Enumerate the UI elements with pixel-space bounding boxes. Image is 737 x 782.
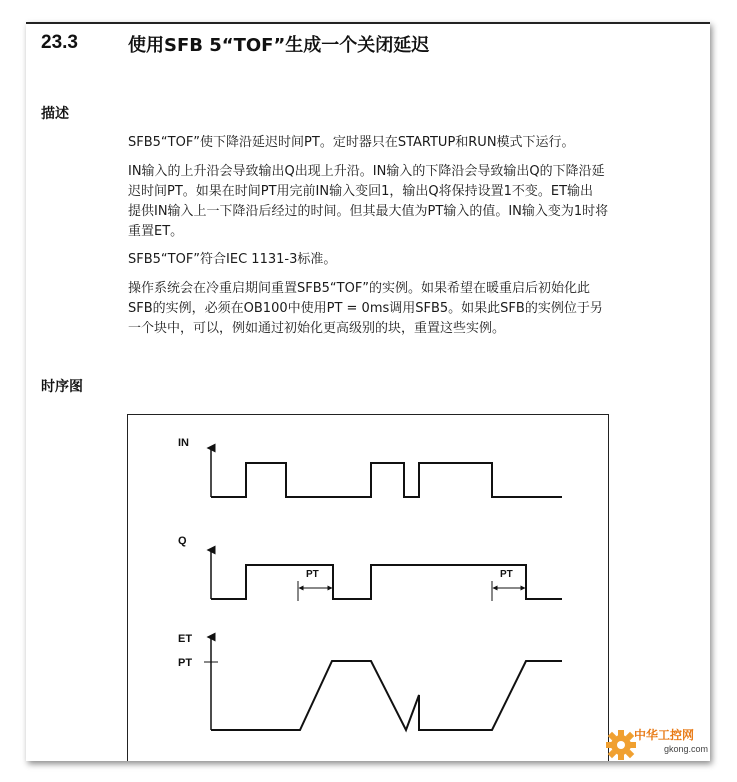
paragraph-2-line-3: 提供IN输入上一下降沿后经过的时间。但其最大值为PT输入的值。IN输入变为1时将 xyxy=(128,204,609,219)
paragraph-4-line-1: 操作系统会在冷重启期间重置SFB5“TOF”的实例。如果希望在暖重启后初始化此 xyxy=(128,281,591,296)
signal-label-et: ET xyxy=(178,633,193,645)
timing-diagram-svg xyxy=(128,415,608,761)
gear-icon xyxy=(604,728,638,762)
paragraph-1-line-1: SFB5“TOF”使下降沿延迟时间PT。定时器只在STARTUP和RUN模式下运行。 xyxy=(128,135,575,150)
watermark-title: 中华工控网 xyxy=(634,728,695,742)
pt-marker-label-1: PT xyxy=(306,569,319,580)
pt-marker-label-2: PT xyxy=(500,569,513,580)
watermark xyxy=(604,722,732,766)
timing-diagram xyxy=(127,414,609,761)
description-heading: 描述 xyxy=(41,106,69,122)
section-number: 23.3 xyxy=(41,32,78,53)
timing-heading: 时序图 xyxy=(41,379,83,395)
paragraph-4-line-2: SFB的实例，必须在OB100中使用PT = 0ms调用SFB5。如果此SFB的实例位于另 xyxy=(128,301,603,316)
et-waveform xyxy=(211,661,562,730)
section-title: 使用SFB 5“TOF”生成一个关闭延迟 xyxy=(128,35,430,56)
paragraph-2-line-2: 迟时间PT。如果在时间PT用完前IN输入变回1，输出Q将保持设置1不变。ET输出 xyxy=(128,184,594,199)
paragraph-3-line-1: SFB5“TOF”符合IEC 1131-3标准。 xyxy=(128,252,337,267)
paragraph-4-line-3: 一个块中，可以，例如通过初始化更高级别的块，重置这些实例。 xyxy=(128,321,506,336)
pt-axis-label: PT xyxy=(178,657,193,669)
in-waveform xyxy=(211,463,562,497)
paragraph-2-line-1: IN输入的上升沿会导致输出Q出现上升沿。IN输入的下降沿会导致输出Q的下降沿延 xyxy=(128,164,605,179)
signal-label-q: Q xyxy=(178,535,187,547)
watermark-domain: gkong.com xyxy=(664,744,709,754)
paragraph-2-line-4: 重置ET。 xyxy=(128,224,184,239)
page-top-rule xyxy=(26,22,710,24)
signal-label-in: IN xyxy=(178,437,189,449)
